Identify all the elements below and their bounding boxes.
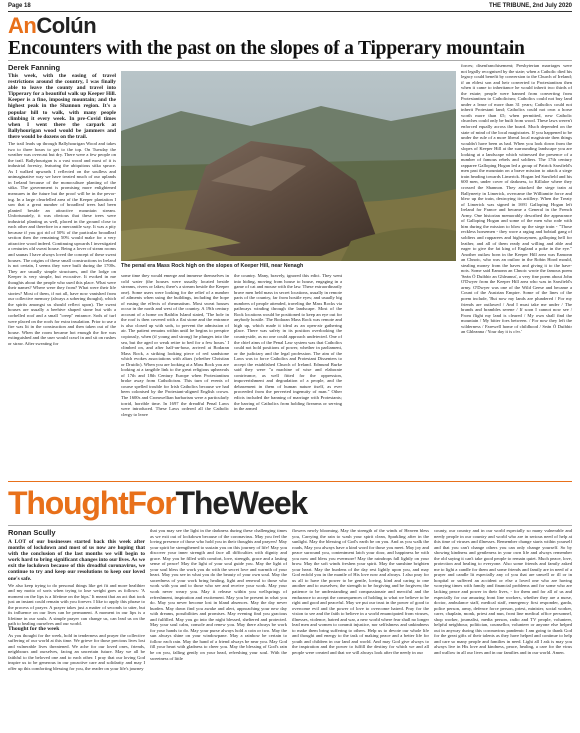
header-rule — [8, 11, 572, 12]
article-headline: Encounters with the past on the slopes of a Tipperary mountain — [8, 38, 525, 59]
photo-caption: The penal era Mass Rock high on the slopes of Keeper Hill, near Nenagh — [121, 263, 304, 269]
article-column-2 — [121, 273, 229, 477]
article-byline: Derek Fanning — [8, 63, 61, 72]
feature-title: ThoughtForTheWeek — [8, 485, 308, 521]
mass-rock-photo — [121, 71, 456, 261]
section-title: AnColún — [8, 13, 97, 38]
feature-column-4 — [434, 528, 572, 729]
feature-byline: Ronan Scully — [8, 528, 56, 537]
article-column-4 — [461, 63, 572, 477]
headline-rule — [8, 60, 572, 61]
article-lead: This week, with the easing of travel restrictions around the country, I was finally able to leave the county and travel into Tipperary for a beautiful walk up Keeper Hill. Keeper is a fine, imposing mountain; and the highest peak in the Shannon region. It's a popular hill to walk, with many people climbing it every week. In pre-Covid times when I went there the carpark at Ballyhourigan wood would be jammers and there would be dozens on the trail. — [8, 73, 116, 140]
page-number: Page 18 — [8, 3, 31, 9]
mass-rock-photo-image — [121, 71, 456, 261]
article-body-1: The trail leads up through Ballyhourigan Wood and takes two to three hours to get to the top. On Tuesday the weather was overcast but dry. There were a few people on the trail. Ballyhourigan is a vast wood and most of it is industrial forestry, featuring the ubiquitous sitka spruce. As I walked upwards I reflected on the soulless and unimaginative way we have treated much of our uplands in Ireland because of the monoculture planting of the sitka. The government is promising more enlightened measures in the future but the proof will be in the pevor-ing. In a large clearfelled area of the Keeper plantation I saw that a great number of broadleaf trees had been planted beside an attractive mountain stream. Unfortunately, it was obvious that these trees were industrial planting as well, placed in the ground close to each other and therefore in a mercantile way. It was a pity because if you got rid of 50% of the particular broadleaf section then the remaining 50% would make for a very attractive wood indeed. Continuing upwards I investigated a centuries old sweat house. Being a lover of steam rooms and saunas I have always loved the concept of these sweat houses. The origins of these small constructions in Ireland is not certain, I seems they were built during the 1700s. They are usually simple structures, and the lodge on Keeper is very simple, but evocative. It evoked in me thoughts about the people who used this place. What were their names? Where were they from? What were their life stories? Most of them, if not all, have now vanished from our collective memory (always a sobering thought), which the spirits amongst us should reflect upon). The sweat houses are usually a beehive shaped stone hut with a corbelled roof and a small "creep" entrance. Sods of turf were placed on the roofs for extra insulation. Prior to use a fire was lit in the construction and then taken out of the house. When the room became hot enough the fire was extinguished and the user would crawl in and sit on rushes or straw. After sweating for — [8, 141, 116, 346]
article-body-3: the country. Many, bravely, ignored this edict. They went into hiding, moving from house to house, engaging in a game of cat and mouse with the law. These extraordinarily brave men held mass in secret locations, usually in remote parts of the country, far from hostile eyes; and usually big numbers of people attended, traveling the Mass Rocks via pathways winding through the landscape. Most of the Rock locations would be positioned to keep an eye out for anybody hostile. The Bodaran Mass Rock was remote and high up, which made it ideal as an open-air gathering place. There was safety in its position overlooking the countryside, as no one could approach undetected. One of the chief aims of the Penal Law system was that Catholics could not hold positions of power, whether in parliament, or the judiciary and the legal profession. The aim of the Laws was to force Catholics and Protestant Dissenters to accept the established Church of Ireland. Edmund Burke said they were "a machine of wise and elaborate contrivance, as well fitted for the oppression, impoverishment and degradation of a people, and the debasement in them of human nature itself, as ever proceeded from the perverted ingenuity of man." Other edicts included the banning of marriage with Protestants; the barring of Catholics from holding firearms or serving in the armed — [234, 273, 342, 412]
article-column-3 — [234, 273, 342, 477]
feature-column-1 — [8, 539, 145, 729]
feature-body-3: flowers newly blooming. May the strength of the winds of Heaven bless you, Carrying the rain to wash your spirit clean, Sparkling after in the sunlight. May the blessing of God's earth be on you. And as you walk the roads, May you always have a kind word for those you meet. May joy and peace surround you, contentment latch your door, and happiness be with you now and bless you evermore! May the raindrops fall lightly on your brow. May the soft winds freshen your spirit. May the sunshine brighten your heart. May the burdens of the day rest lightly upon you, and may God enfold you in the mantle of His love now and always. I also pray for us all to have the power to be gentle, loving, kind and caring to one another and to ourselves; the strength to be forgiving and be forgiven; the patience to be understanding and compassionate and merciful and the endurance to accept the consequences of holding to what we believe to be right and good and peaceful. May we put our trust in the power of good to overcome evil and the power of love to overcome hatred. Pray for the vision to see and the faith to believe in a world emancipated from viruses, illnesses, violence, hatred and war, a new world where fear shall no longer lead men and women to commit injustice, nor selfishness and unkindness to make them bring suffering to others. Help us to devote our whole life and thought and energy to the task of making peace and a better life for youth and children in our land and world. And may God give always to the inspiration and the power to fulfill the destiny for which we and all people were created and that we will always look after the needy in our — [292, 528, 429, 656]
feature-body-4: county, our country and in our world especially so many vulnerable and needy people in our country and world who are in serious need of help at this time of viruses and illnesses. Remember change starts within yourself and that you can't change others you can only change yourself. So by showing kindness and gentleness in your own life and always remember the old saying it can't take good people to remain quiet. Much peace, love, protection and healing to everyone. Also some friends and family asked me to light a candle for them and some friends and family are in need of a prayer and candle lit especially any of you that are unwell or ill or in hospital or suffered an accident or else a loved one who are having worrying times with family and financial problems and for some who are lacking peace and power in their lives, - for them and for all of us and especially for our amazing front line workers, whether they are a nurse, doctor, ambulance staff, medical staff, emergency first responder, garda, police person, army, defence force person, priest, minister, social worker, carer, chaplain, monk, priest and nun, front line medical office personnel, shop worker, journalist, media person, radio and TV people, volunteer, helpful neighbour, politician, counsellor, volunteer or anyone else helped out in anyway during this coronavirus pandemic I am going to thank God for the great gifts of their talents as they have helped and continue to help and care so many people and families in need. Light all I ask is may you always live in His love and kindness, peace, healing, a care for the virus and wallow in all our lives and in our families and in our world. Amen. — [434, 528, 572, 656]
feature-column-2 — [150, 528, 287, 729]
feature-band — [8, 481, 572, 482]
feature-lead: A LOT of our businesses started back this week after months of lockdown and most of us now are hoping that with the conclusion of the last months we will begin to work hard to bring significant changes into our lives. As we exit the lockdown because of this dreadful coronavirus, we continue to try and keep our resolutions to keep our loved one's safe. — [8, 539, 145, 582]
feature-body-1b: As you thought for the week, hold in tenderness and prayer the collective suffering of our world at this time. We grieve for those precious lives lost and vulnerable lives threatened. We ache for our loved ones, friends, neighbours and ourselves, facing an uncertain future. May we all be faithful to the beloved one and to each other. I pray that our loving God inspire us to be generous in our proactive care and solidarity and may I offer up this comforting blessing for you, the reader on your life's journey — [8, 632, 145, 671]
feature-subhead: Thought for the week — [8, 626, 60, 633]
article-body-2: some time they would emerge and immerse themselves in cold water (the houses were usually located beside streams, rivers or lakes; there's a stream beside the Keeper one). Some users were looking for the relief of a number of ailments when using the buildings, including the hope of easing the effects of rheumatism. Most sweat houses occur in the north and west of the country. A 19th century account of a home on Rathlin Island stated, 'The hole in the roof is then covered with a flat stone and the entrance is also closed up with sods, to prevent the admission of air. The patient remains within until he begins to perspire copiously, when (if young and strong) he plunges into the sea, but the aged or weak retire to bed for a few hours.' I climbed on, and after half-an-hour, arrived at Bodaran Mass Rock, a striking looking piece of red sandstone which evokes associations with altars (whether Christian or Druidic). When you are looking at a Mass Rock you are looking at a tangible link to the great religious upheavals of 17th and 18th Century Europe when Protestantism broke away from Catholicism. This turn of events of course spelled trouble for Irish Catholics because we had been colonised by the Protestant-aligned English crown. The 1600s and Cromwellian barbarism were a particularly torrid, horrible time. In 1697 the dreadful Penal Laws were introduced. These Laws ordered all the Catholic clergy to leave — [121, 273, 229, 417]
feature-rule — [8, 525, 572, 526]
article-body-4: forces; disenfranchisement; Presbyterian marriages were not legally recognised by the state; when a Catholic died his legacy could benefit by conversion to the Church of Ireland; if an eldest son and heir converted to Protestantism then when it came to inheritance he would inherit two thirds of the estate; people were banned from converting from Protestantism to Catholicism; Catholics could not buy land under a lease of more than 31 years; Catholics could not inherit Protestant land; Catholics could not own a horse worth more than £5; when permitted, new Catholic churches could only be built from wood. These laws weren't enforced equally across the board. Much depended on the state of mind of the local magistrates. If you happened to be under the rule of a more liberal local magistrate then things wouldn't have been as bad. When you look down from the slopes of Keeper Hill at the surrounding landscape you are looking at a landscape which witnessed the presence of a number of famous rebels and soldiers. The 17th century rapparee Galloping Hogan led a group of Patrick Sarsfield's men past the mountain on a brave mission to attack a siege train heading towards Limerick. Hogan led Sarsfield and his 600 men, under cover of darkness, to Killaloe where they crossed the Shannon. They attacked the siege train at Ballyneety in Limerick, overcame the Williamite force and blew up the train, destroying its artillery. When the Treaty of Limerick was signed in 1691 Galloping Hogan left Ireland for France and became a General in the French Army. One historian memorably described the appearance of Galloping Hogan and some of the men who rode with him during the mission to blow up the siege train - "Those reckless horsemen - they wore a ragtag and bobtail gang of soldiers and rapparees and highwaymen, galloping hell for leather, and all of them ready and willing and able and eager to give the fat king of England a poke in the eye." Another outlaw born in the Keeper Hill area was Eamonn an Chnoic, who was an outlaw in the Robin Hood mould, stealing money from the haves and giving it to the have-nots. Some said Eamonn an Chnoic wrote the famous poem 'Seán Ó Duibhir an Ghleanna', a very fine poem about John O'Dwyer from the Keeper Hill area who was in Sarsfield's army. O'Dwyer was one of the Wild Geese and became a Count of the Austrian Empire. Some of the lines of the poem include, 'But now my lands are plundered / For my friends are outlawed / And I must take me under / The brands and brambles serene / If soon I cannot now see / From flight my land is cleared / My own shall find the mountain / My bitter foes between. / For now they left the wilderness / Farewell home of childhood / Seán Ó Duibhir an Ghleanna / Your day it is o'er.' — [461, 63, 572, 335]
feature-body-2: that you may see the light in the darkness during these challenging times as we exit out of lockdown because of the coronavirus. May you feel the loving presence of those who hold you in their thoughts and prayers! May your spirit be strengthened to sustain you on this journey of life! May you discover your inner strength and face all difficulties with dignity and grace. May you be filled with comfort, love, strength, grace and a lasting sense of peace! May the light of your soul guide you. May the light of your soul bless the work you do with the secret love and warmth of your heart. May you see in what you do the beauty of your own soul. May the sacredness of your work bring healing, light and renewal to those who work with you and to those who see and receive your work. May your work never weary you. May it release within you wellsprings of refreshment, inspiration and excitement. May you be present in what you do. May you never become lost in bland absences. May the day never burden. May dawn find you awake and alert, approaching your new day with dreams, possibilities and promises. May evening find you gracious and fulfilled. May you go into the night blessed, sheltered and protected. May your soul calm, console and renew you. May there always be work for your hands to do. May your purse always hold a coin or two. May the sun always shine on your windowpane. May a rainbow be certain to follow each rain. May the hand of a friend always be near you. May God fill your heart with gladness to cheer you. May the blessing of God's rain be on you, falling gently on your head, refreshing your soul. With the sweetness of little — [150, 528, 287, 661]
feature-body-1: We also keep trying to do personal things like get fit and more healthier and my motto of sorts when trying to lose weight goes as follows: 'A moment on the lips is a lifetime on the hips.' It meant that an act that took just an instant could remain with you forever. I like to apply this phrase to the process of prayer. A prayer takes just a matter of seconds to utter, but its influence on our lives can be permanent. A moment in our lips is a lifetime in our souls. A simple prayer can change us, can lead us on the path to healing ourselves and our world. — [8, 582, 145, 627]
feature-column-3 — [292, 528, 429, 729]
paper-date: THE TRIBUNE, 2nd July 2020 — [488, 3, 572, 9]
article-column-1 — [8, 73, 116, 477]
